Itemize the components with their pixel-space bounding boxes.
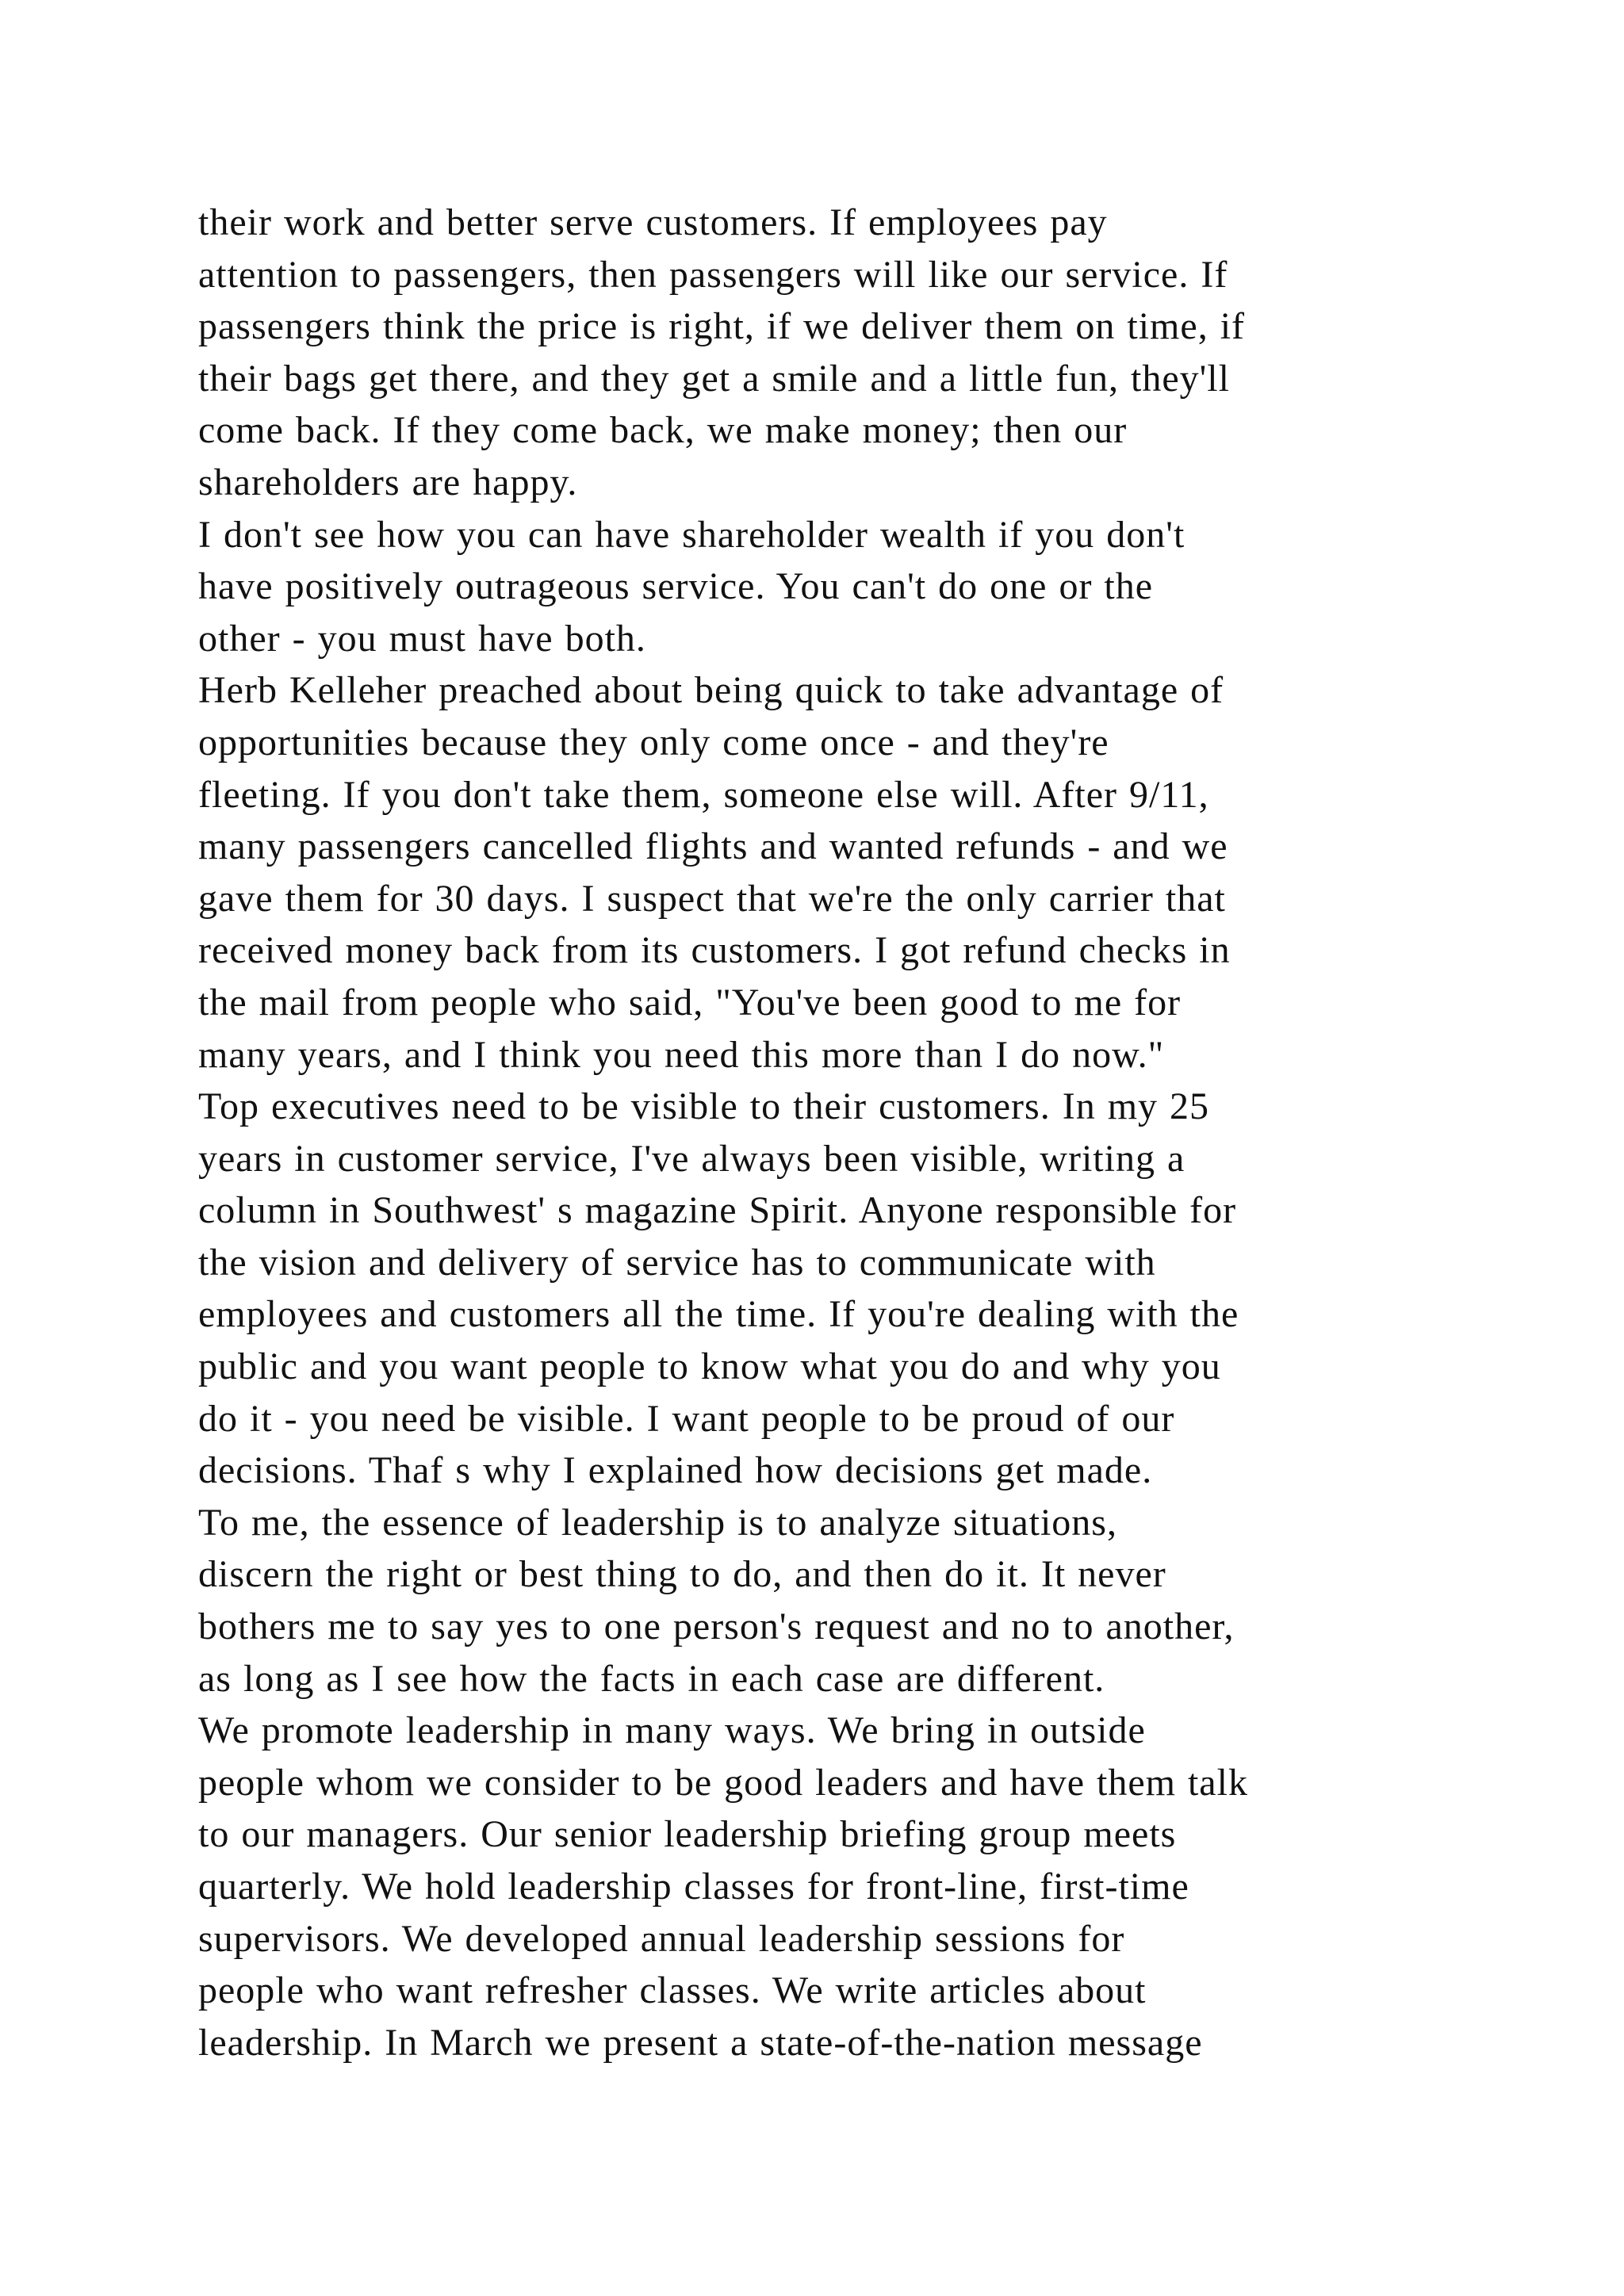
text-line: public and you want people to know what you do and why you (198, 1345, 1221, 1388)
text-line: Top executives need to be visible to their customers. In my 25 (198, 1085, 1210, 1128)
text-line: We promote leadership in many ways. We bring in outside (198, 1709, 1146, 1752)
text-line: do it - you need be visible. I want people to be proud of our (198, 1397, 1175, 1440)
text-line: many years, and I think you need this more than I do now." (198, 1033, 1165, 1076)
text-line: people whom we consider to be good leaders and have them talk (198, 1761, 1248, 1804)
text-line: their work and better serve customers. If employees pay (198, 201, 1108, 243)
text-line: their bags get there, and they get a smile and a little fun, they'll (198, 357, 1230, 400)
text-line: quarterly. We hold leadership classes for front-line, first-time (198, 1866, 1189, 1908)
text-line: To me, the essence of leadership is to analyze situations, (198, 1501, 1117, 1544)
text-line: as long as I see how the facts in each case are different. (198, 1657, 1105, 1700)
text-line: column in Southwest' s magazine Spirit. Anyone responsible for (198, 1189, 1237, 1232)
text-line: many passengers cancelled flights and wanted refunds - and we (198, 825, 1228, 868)
text-line: people who want refresher classes. We write articles about (198, 1969, 1147, 2012)
text-line: the vision and delivery of service has to communicate with (198, 1241, 1156, 1284)
text-line: have positively outrageous service. You can't do one or the (198, 565, 1154, 608)
text-line: bothers me to say yes to one person's request and no to another, (198, 1605, 1235, 1648)
text-line: gave them for 30 days. I suspect that we're the only carrier that (198, 877, 1226, 920)
text-line: Herb Kelleher preached about being quick to take advantage of (198, 669, 1224, 712)
body-text (198, 197, 1530, 2068)
text-line: to our managers. Our senior leadership briefing group meets (198, 1813, 1177, 1856)
text-line: passengers think the price is right, if we deliver them on time, if (198, 305, 1246, 348)
text-line: years in customer service, I've always been visible, writing a (198, 1137, 1185, 1180)
text-line: come back. If they come back, we make money; then our (198, 409, 1128, 452)
text-line: decisions. Thaf s why I explained how decisions get made. (198, 1449, 1153, 1492)
text-line: fleeting. If you don't take them, someone else will. After 9/11, (198, 773, 1209, 816)
text-line: attention to passengers, then passengers will like our service. If (198, 253, 1228, 296)
text-line: leadership. In March we present a state-of-the-nation message (198, 2021, 1203, 2064)
text-line: supervisors. We developed annual leadership sessions for (198, 1917, 1125, 1960)
text-line: I don't see how you can have shareholder wealth if you don't (198, 513, 1185, 556)
text-line: opportunities because they only come once - and they're (198, 721, 1109, 763)
text-line: discern the right or best thing to do, and then do it. It never (198, 1553, 1166, 1596)
text-line: shareholders are happy. (198, 461, 578, 503)
text-line: received money back from its customers. I got refund checks in (198, 929, 1231, 972)
text-line: the mail from people who said, "You've been good to me for (198, 981, 1182, 1024)
text-line: other - you must have both. (198, 617, 646, 660)
text-line: employees and customers all the time. If you're dealing with the (198, 1293, 1239, 1336)
